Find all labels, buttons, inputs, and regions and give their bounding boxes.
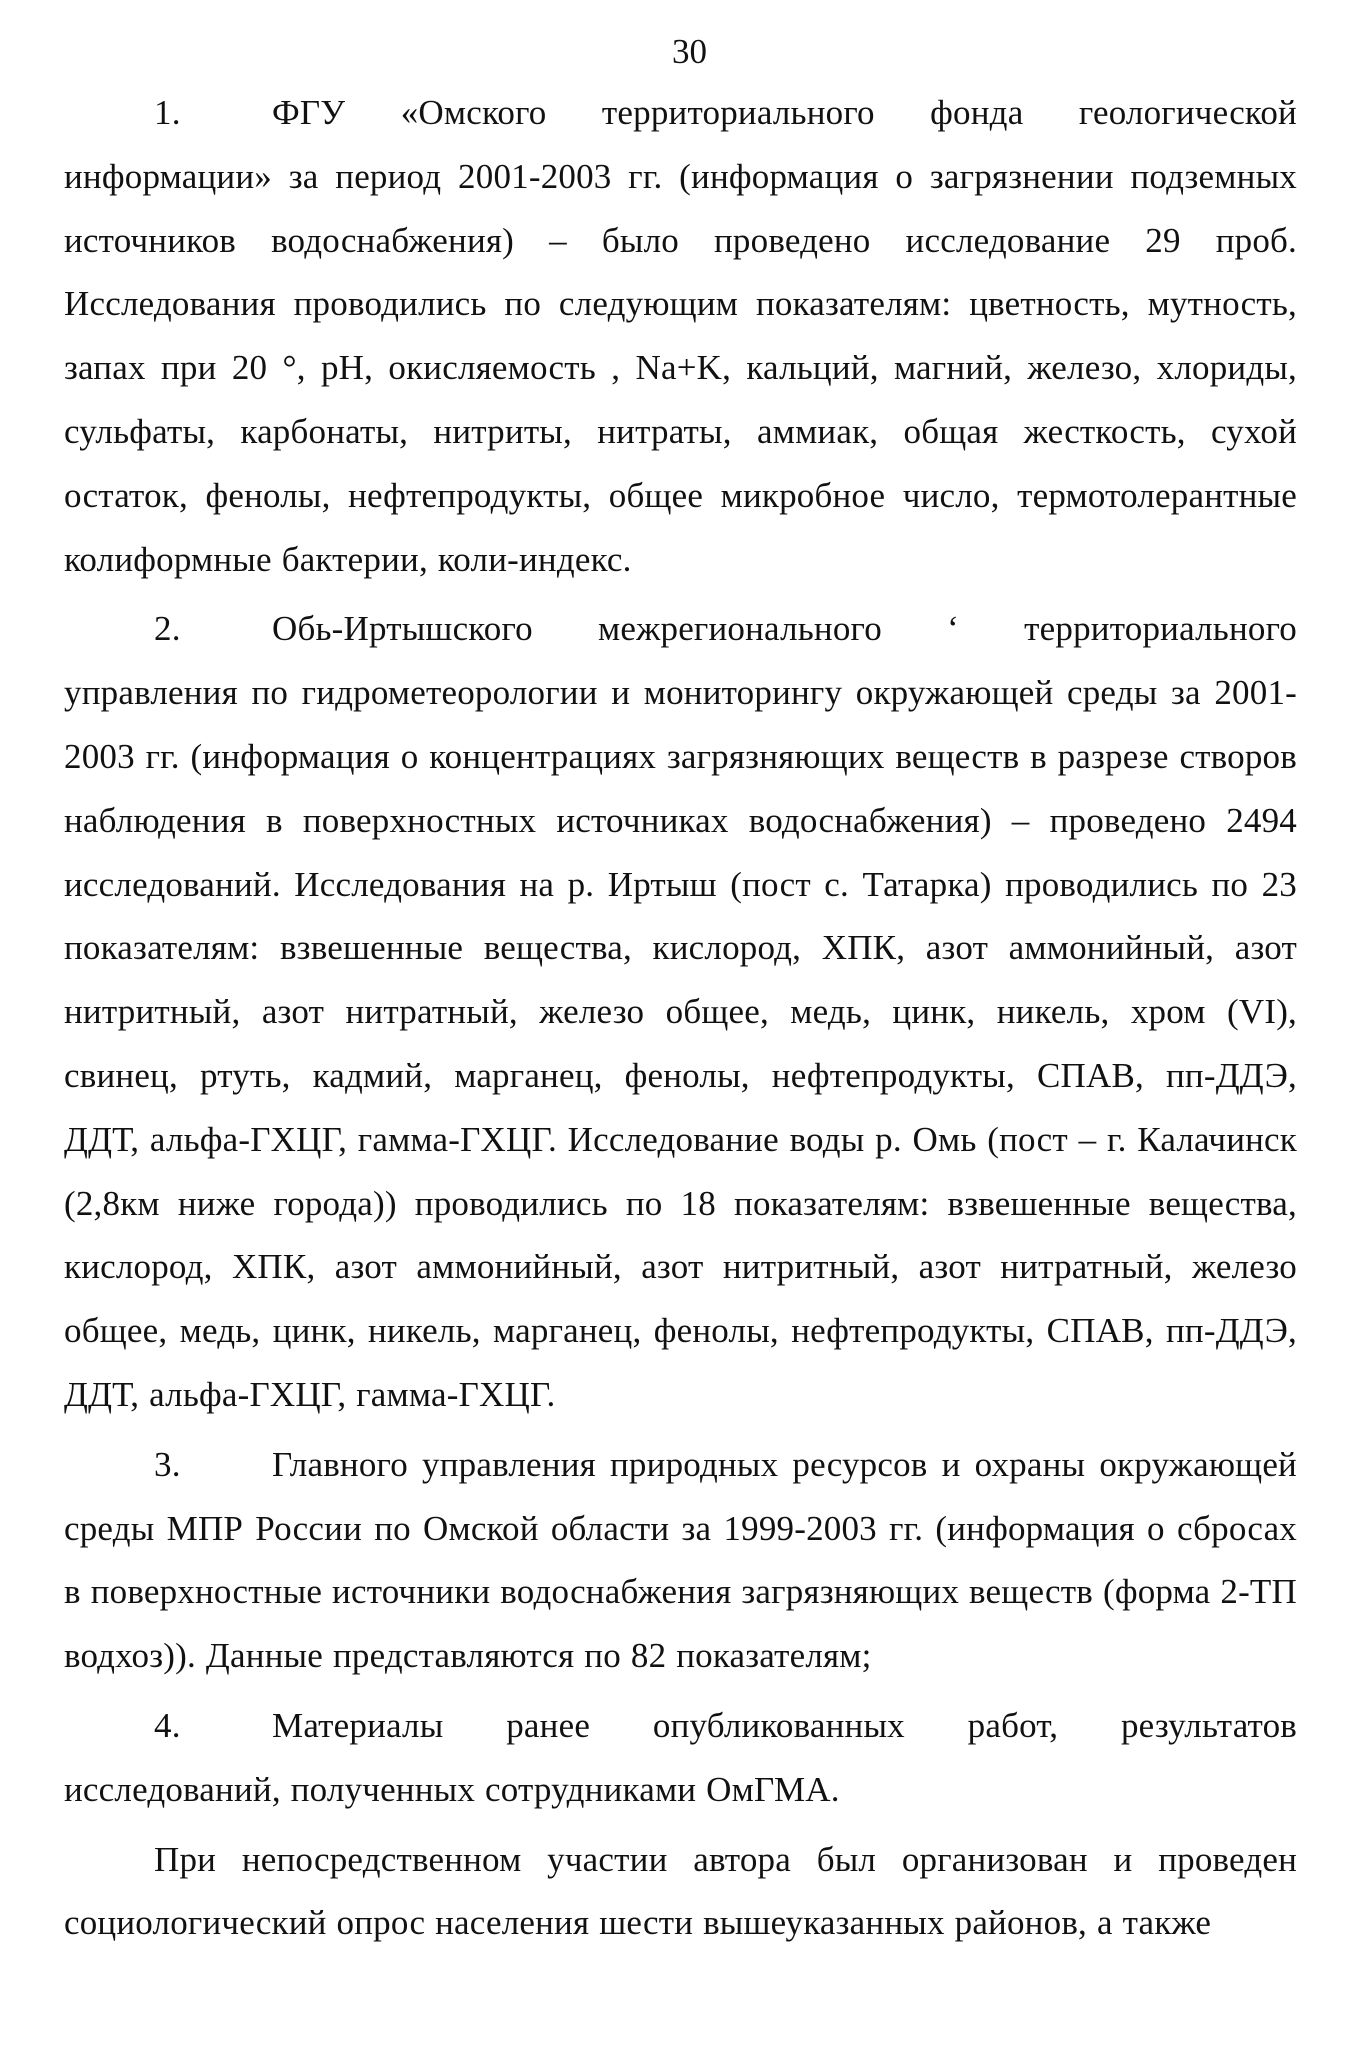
list-item-text: Обь-Иртышского межрегионального ‘ территориального управления по гидрометеорологии и мониторингу окружающей среды за 2001-2003 гг. (информация о концентрациях загрязняющих веществ в разрезе створов наблюдения в поверхностных источниках водоснабжения) – проведено 2494 исследований. Исследования на р. Иртыш (пост с. Татарка) проводились по 23 показателям: взвешенные вещества, кислород, ХПК, азот аммонийный, азот нитритный, азот нитратный, железо общее, медь, цинк, никель, хром (VI), свинец, ртуть, кадмий, марганец, фенолы, нефтепродукты, СПАВ, пп-ДДЭ, ДДТ, альфа-ГХЦГ, гамма-ГХЦГ. Исследование воды р. Омь (пост – г. Калачинск (2,8км ниже города)) проводились по 18 показателям: взвешенные вещества, кислород, ХПК, азот аммонийный, азот нитритный, азот нитратный, железо общее, медь, цинк, никель, марганец, фенолы, нефтепродукты, СПАВ, пп-ДДЭ, ДДТ, альфа-ГХЦГ, гамма-ГХЦГ. xyxy=(64,609,1297,1414)
list-item-2 xyxy=(64,597,1297,1426)
list-item-4 xyxy=(64,1694,1297,1822)
list-item-text: ФГУ «Омского территориального фонда геологической информации» за период 2001-2003 гг. (информация о загрязнении подземных источников водоснабжения) – было проведено исследование 29 проб. Исследования проводились по следующим показателям: цветность, мутность, запах при 20 °, pH, окисляемость , Na+K, кальций, магний, железо, хлориды, сульфаты, карбонаты, нитриты, нитраты, аммиак, общая жесткость, сухой остаток, фенолы, нефтепродукты, общее микробное число, термотолерантные колиформные бактерии, коли-индекс. xyxy=(64,93,1297,579)
list-number: 1. xyxy=(154,93,181,132)
list-item-1 xyxy=(64,81,1297,591)
list-number: 4. xyxy=(154,1705,181,1745)
list-number: 2. xyxy=(154,609,181,649)
list-item-text: Главного управления природных ресурсов и охраны окружающей среды МПР России по Омской области за 1999-2003 гг. (информация о сбросах в поверхностные источники водоснабжения загрязняющих веществ (форма 2-ТП водхоз)). Данные представляются по 82 показателям; xyxy=(64,1444,1297,1676)
list-item-text: Материалы ранее опубликованных работ, результатов исследований, полученных сотрудниками ОмГМА. xyxy=(64,1705,1297,1809)
list-item-3 xyxy=(64,1433,1297,1688)
list-number: 3. xyxy=(154,1444,181,1484)
page-number: 30 xyxy=(672,32,707,71)
closing-paragraph: При непосредственном участии автора был организован и проведен социологический опрос населения шести вышеуказанных районов, а также xyxy=(64,1839,1297,1943)
